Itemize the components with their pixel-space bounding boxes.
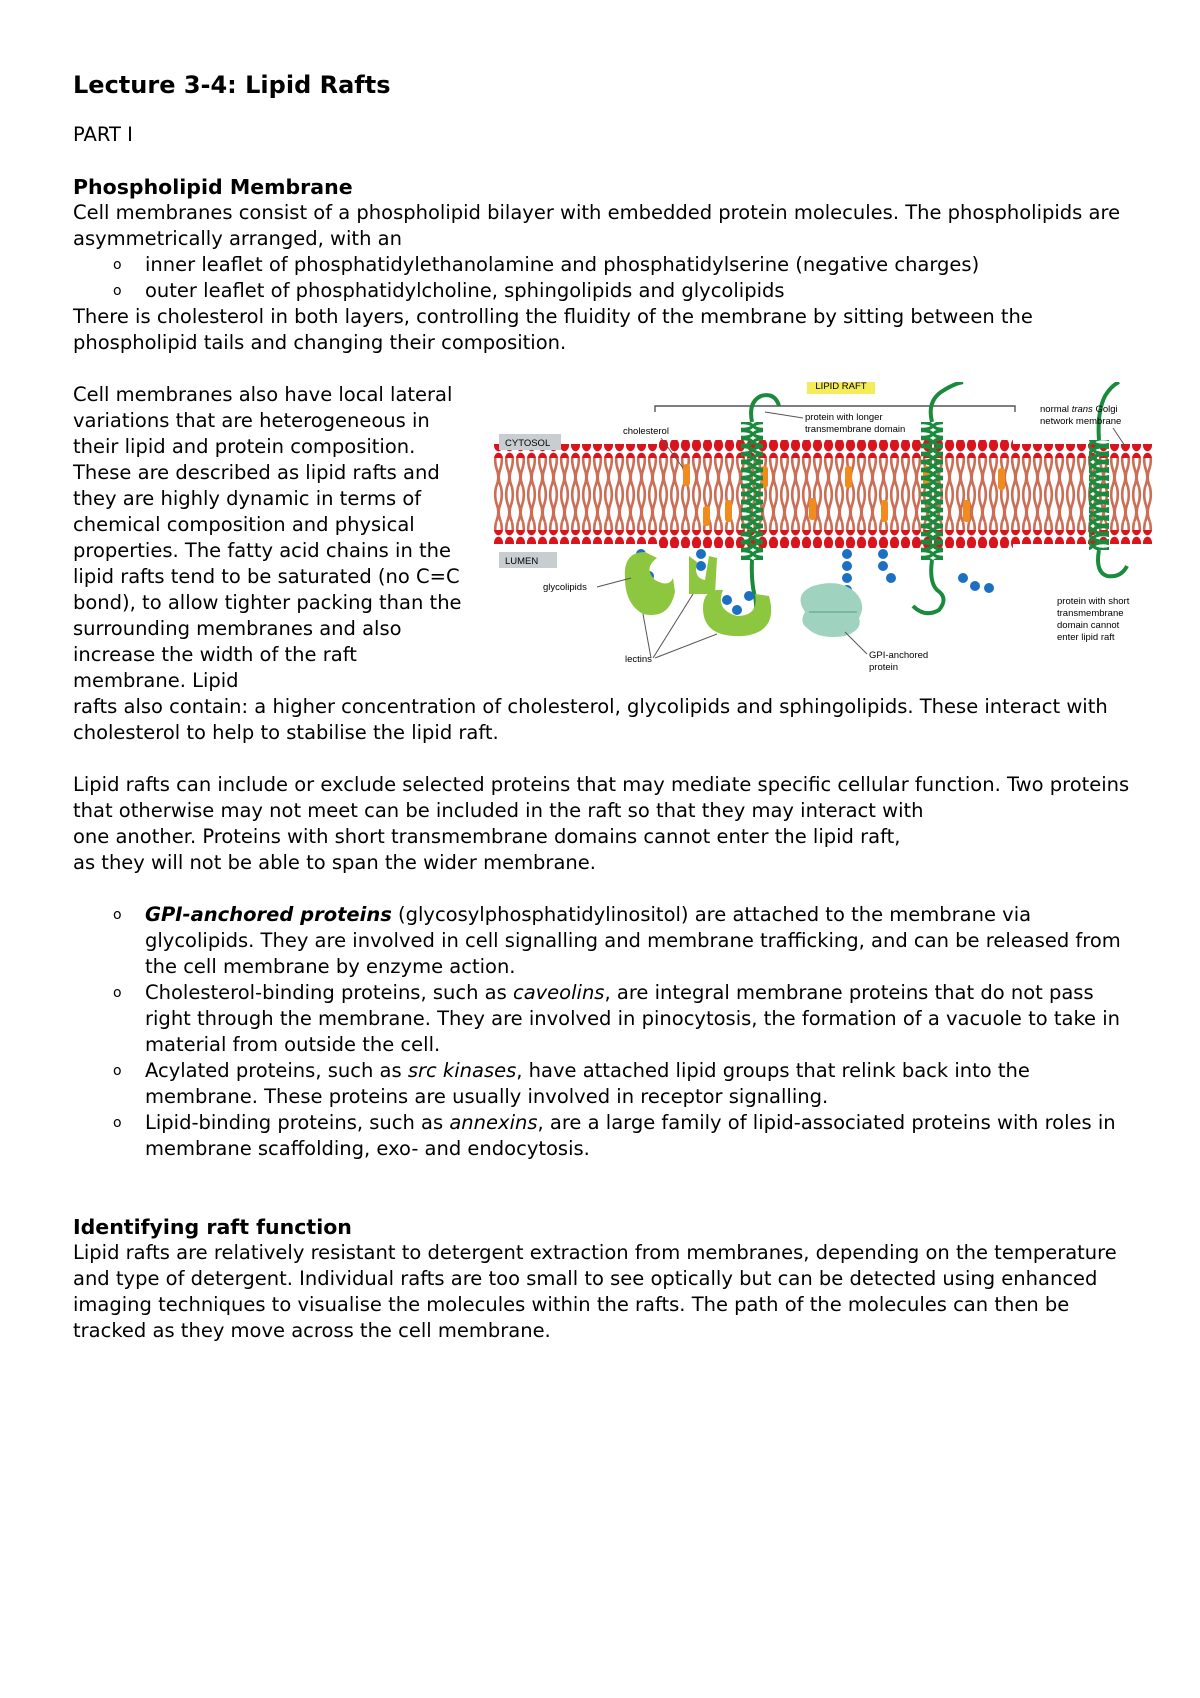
glycolipids-label: glycolipids xyxy=(543,582,587,593)
cytosol-label: CYTOSOL xyxy=(505,438,551,449)
heading-identifying-raft-function: Identifying raft function xyxy=(73,1215,352,1239)
list-item xyxy=(73,902,1133,980)
gpi-label-1: GPI-anchored xyxy=(869,650,929,661)
long-tm-protein xyxy=(741,422,763,560)
protein-types-list xyxy=(73,902,1133,1162)
item-term: caveolins xyxy=(512,981,605,1004)
long-tm-protein-2 xyxy=(921,422,943,560)
short-tm-protein xyxy=(1089,440,1109,550)
raft-function-paragraph: Lipid rafts are relatively resistant to detergent extraction from membranes, depending on the temperature and type of detergent. Individual rafts are too small to see optically but can be detected using enhanced imaging techniques to visualise the molecules within the rafts. The path of the molecules can then be tracked as they move across the cell membrane. xyxy=(73,1241,1117,1342)
item-text: Acylated proteins, such as xyxy=(145,1059,408,1082)
item-text: , are a large family of lipid-associated proteins with roles in membrane scaffolding, exo- and endocytosis. xyxy=(145,1111,1116,1160)
list-item xyxy=(73,1058,1133,1110)
list-item: o outer leaflet of phosphatidylcholine, sphingolipids and glycolipids xyxy=(73,278,1133,304)
item-text: , have attached lipid groups that relink back into the membrane. These proteins are usually involved in receptor signalling. xyxy=(145,1059,1030,1108)
cholesterol-label: cholesterol xyxy=(623,426,669,437)
raft-proteins-line3: as they will not be able to span the wider membrane. xyxy=(73,851,596,874)
golgi-label-1: normal trans Golgi xyxy=(1040,404,1118,415)
raft-lower-heads xyxy=(658,534,1013,548)
item-text: Lipid-binding proteins, such as xyxy=(145,1111,450,1134)
short-protein-label-1: protein with short xyxy=(1057,596,1130,607)
item-term: annexins xyxy=(449,1111,538,1134)
item-text: , are integral membrane proteins that do not pass right through the membrane. They are involved in pinocytosis, the formation of a vacuole to take in material from outside the cell. xyxy=(145,981,1121,1056)
lipid-raft-diagram xyxy=(493,382,1153,704)
page-title: Lecture 3-4: Lipid Rafts xyxy=(73,71,391,99)
list-item: o inner leaflet of phosphatidylethanolamine and phosphatidylserine (negative charges) xyxy=(73,252,1133,278)
raft-label: LIPID RAFT xyxy=(815,382,867,392)
gpi-description: (glycosylphosphatidylinositol) are attached to the membrane via glycolipids. They are involved in cell signalling and membrane trafficking, and can be released from the cell membrane by enzyme action. xyxy=(145,903,1121,978)
short-protein-label-3: domain cannot xyxy=(1057,620,1120,631)
item-term: src kinases xyxy=(407,1059,517,1082)
cholesterol-paragraph: There is cholesterol in both layers, controlling the fluidity of the membrane by sitting between the phospholipid tails and changing their composition. xyxy=(73,305,1033,354)
lipid-tails xyxy=(493,458,1153,530)
longer-protein-label-2: transmembrane domain xyxy=(805,424,906,435)
raft-description-continued: rafts also contain: a higher concentration of cholesterol, glycolipids and sphingolipids. These interact with cholesterol to help to stabilise the lipid raft. xyxy=(73,695,1108,744)
raft-proteins-line2: one another. Proteins with short transmembrane domains cannot enter the lipid raft, xyxy=(73,825,901,848)
document-page xyxy=(73,70,1133,1344)
gpi-protein xyxy=(801,583,863,637)
raft-description: Cell membranes also have local lateral variations that are heterogeneous in their lipid and protein composition. These are described as lipid rafts and they are highly dynamic in terms of chemical composition and physical properties. The fatty acid chains in the lipid rafts tend to be saturated (no C=C bond), to allow tighter packing than the surrounding membranes and also increase the width of the raft membrane. Lipid xyxy=(73,383,462,692)
membrane-intro: Cell membranes consist of a phospholipid bilayer with embedded protein molecules. The phospholipids are asymmetrically arranged, with an xyxy=(73,201,1121,250)
longer-protein-label-1: protein with longer xyxy=(805,412,883,423)
lectin-1 xyxy=(625,552,675,615)
list-item xyxy=(73,980,1133,1058)
golgi-label-2: network membrane xyxy=(1040,416,1122,427)
heading-phospholipid-membrane: Phospholipid Membrane xyxy=(73,175,353,199)
lumen-label: LUMEN xyxy=(505,556,539,567)
gpi-term: GPI-anchored proteins xyxy=(145,903,392,926)
short-protein-label-2: transmembrane xyxy=(1057,608,1124,619)
part-label: PART I xyxy=(73,123,133,146)
raft-proteins-paragraph: Lipid rafts can include or exclude selected proteins that may mediate specific cellular function. Two proteins that otherwise may not meet can be included in the raft so that they may interact with xyxy=(73,773,1130,822)
short-protein-label-4: enter lipid raft xyxy=(1057,632,1115,643)
gpi-label-2: protein xyxy=(869,662,899,673)
lectins-label: lectins xyxy=(625,654,652,665)
raft-upper-heads xyxy=(658,440,1013,454)
leaflet-list xyxy=(73,252,1133,304)
item-text: Cholesterol-binding proteins, such as xyxy=(145,981,513,1004)
list-item xyxy=(73,1110,1133,1162)
